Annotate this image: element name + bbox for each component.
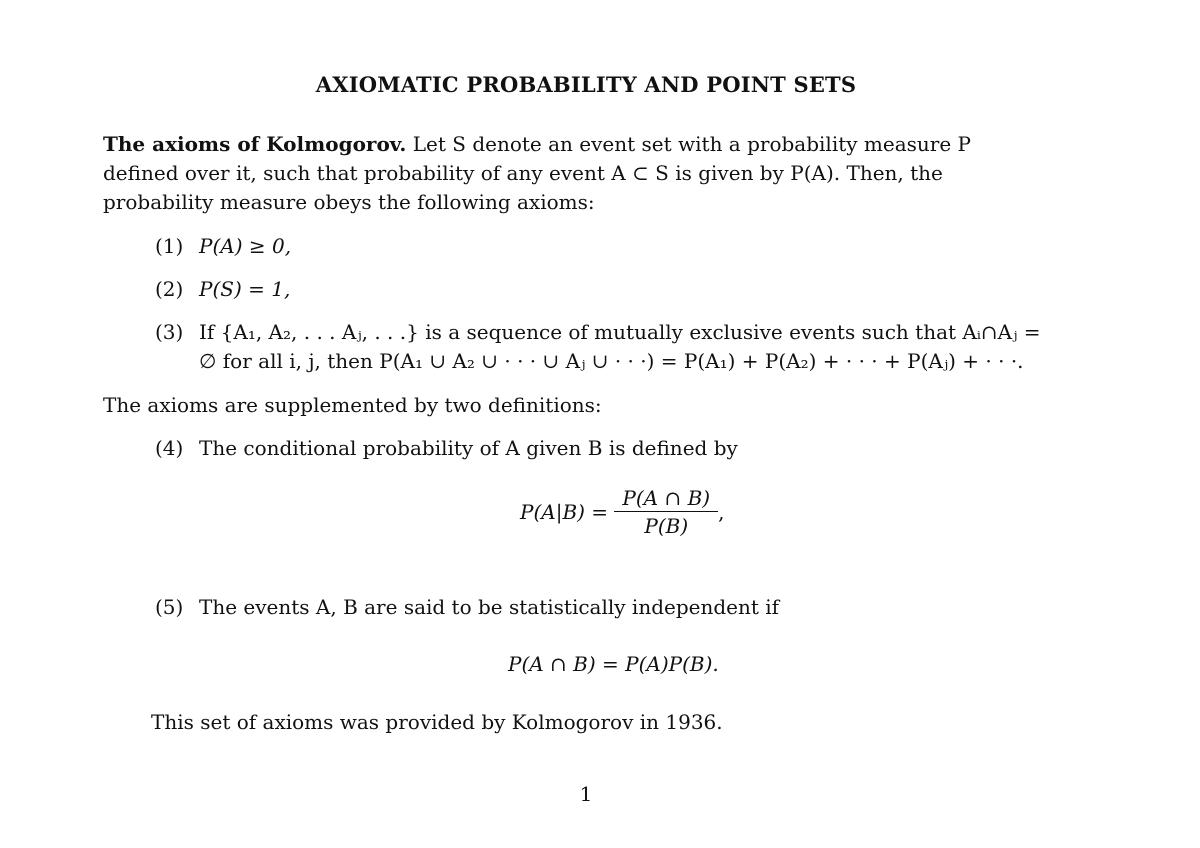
supplement-text: The axioms are supplemented by two definitions:: [103, 393, 602, 417]
definition-5-text: The events A, B are said to be statistically independent if: [199, 595, 780, 619]
intro-line-1-text: Let S denote an event set with a probability measure P: [412, 132, 971, 156]
formula-fraction: [614, 488, 718, 536]
intro-lead: The axioms of Kolmogorov.: [103, 132, 407, 156]
intro-line-3: probability measure obeys the following axioms:: [103, 190, 595, 214]
page-number: 1: [579, 782, 593, 806]
axiom-2-number: (2): [155, 277, 184, 301]
formula-lhs: P(A|B) =: [520, 500, 609, 524]
axiom-1-text: P(A) ≥ 0,: [199, 234, 292, 258]
conditional-probability-formula: [520, 488, 724, 536]
formula-denominator: P(B): [644, 514, 689, 538]
definition-4-number: (4): [155, 436, 184, 460]
independence-formula: P(A ∩ B) = P(A)P(B).: [508, 652, 719, 676]
definition-4: [155, 438, 738, 458]
formula-trailing-comma: ,: [718, 500, 725, 524]
axiom-3-line-2: ∅ for all i, j, then P(A₁ ∪ A₂ ∪ · · · ∪ Aⱼ ∪ · · ·) = P(A₁) + P(A₂) + · · · + P(Aⱼ) + · · ·.: [199, 349, 1024, 373]
fraction-bar: [614, 511, 718, 512]
axiom-3-line-1: If {A₁, A₂, . . . Aⱼ, . . .} is a sequence of mutually exclusive events such that Aᵢ∩Aⱼ =: [199, 320, 1041, 344]
axiom-2: [155, 279, 290, 299]
axiom-3: [155, 322, 1040, 342]
closing-text: This set of axioms was provided by Kolmogorov in 1936.: [151, 710, 723, 734]
definition-4-text: The conditional probability of A given B is defined by: [199, 436, 738, 460]
axiom-2-text: P(S) = 1,: [199, 277, 291, 301]
axiom-3-number: (3): [155, 320, 184, 344]
definition-5-number: (5): [155, 595, 184, 619]
axiom-1: [155, 236, 291, 256]
intro-line-1: [103, 134, 971, 154]
formula-numerator: P(A ∩ B): [622, 486, 711, 510]
axiom-1-number: (1): [155, 234, 184, 258]
definition-5: [155, 597, 779, 617]
intro-line-2: defined over it, such that probability of any event A ⊂ S is given by P(A). Then, the: [103, 161, 943, 185]
page-title: AXIOMATIC PROBABILITY AND POINT SETS: [315, 72, 857, 97]
